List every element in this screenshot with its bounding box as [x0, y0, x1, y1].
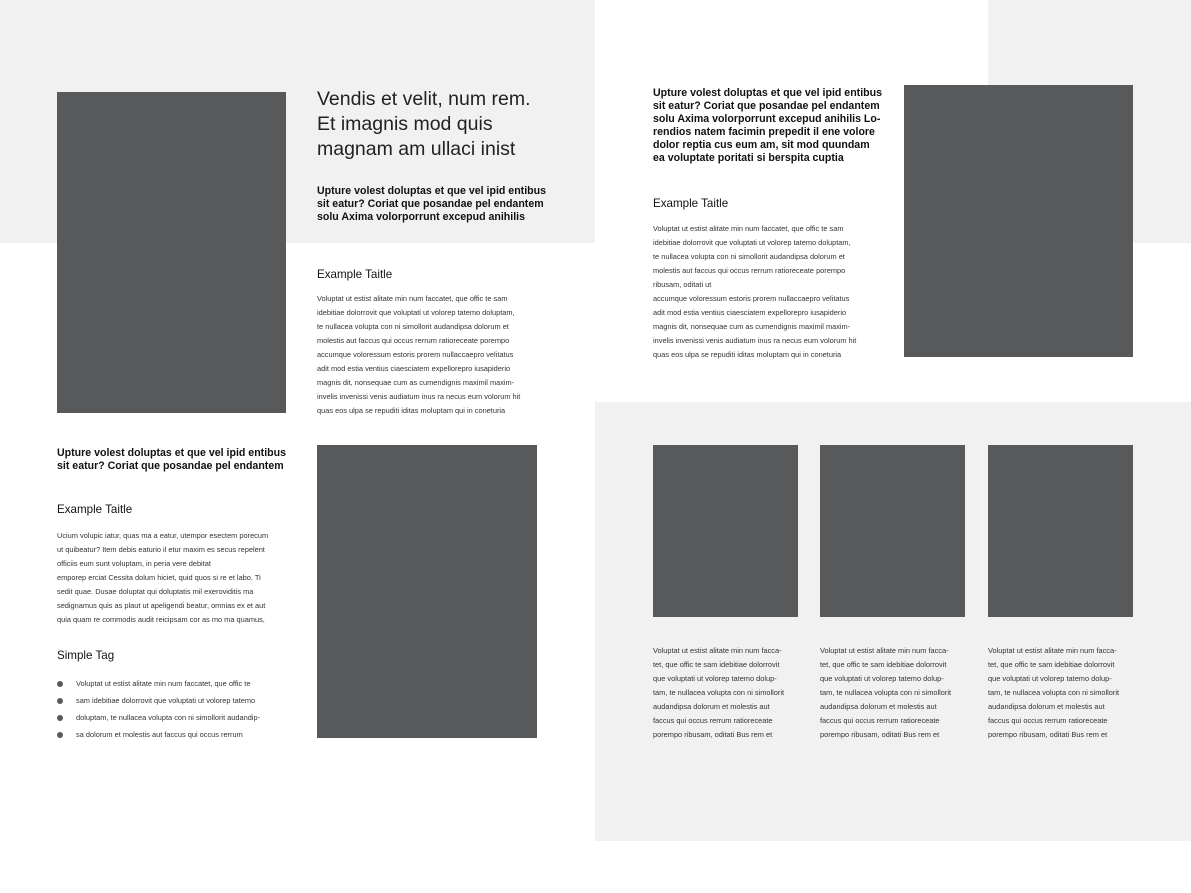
lead-paragraph-bottom: Upture volest doluptas et que vel ipid entibus sit eatur? Coriat que posandae pel endantem: [57, 447, 286, 472]
bullet-icon: [57, 681, 63, 687]
list-item: doluptam, te nullacea volupta con ni simollorit audandip-: [57, 709, 297, 726]
bullet-icon: [57, 698, 63, 704]
headline: Vendis et velit, num rem. Et imagnis mod quis magnam am ullaci inist: [317, 88, 531, 160]
section-title-1: Example Taitle: [317, 268, 393, 281]
right-section-body: Voluptat ut estist alitate min num faccatet, que offic te sam idebitiae dolorrovit que voluptati ut volorep tatemo doluptam, te nullacea volupta con ni simollorit audandipsa dolorum et molestis aut faccus qui occus rerrum ratioreceate porempo ribusam, oditati ut accumque voloressum estoris prorem nullaccaepro velitatus adit mod estia ventius ciaesciatem expellorepro iusapiderio magnis dit, nonsequae cum as cumendignis maximil maxim- invelis invenissi venis audiatum inus ra necus eum volorum hit quas eos ulpa se repuditi iditas moluptam qui in coneturia: [653, 224, 857, 359]
section-body-2: Ucium volupic iatur, quas ma a eatur, utempor esectem porecum ut quibeatur? Item debis eaturio il etur maxim es secus repelent officiis eum sunt voluptam, in peria vere debitat emporep erciat Cessita dolum hiciet, quid quos si re et labo. Ti sedit quae. Dusae doluptat qui doluptatis mil exeroviditis ma sedignamus quis as plaut ut apeligendi beatur, omnias ex et aut quia quam re commodis audit reicipsam cor as mo ma quamus,: [57, 531, 269, 624]
list-item: sam idebitiae dolorrovit que voluptati ut volorep tatemo: [57, 692, 297, 709]
image-placeholder-column-3: [988, 445, 1133, 617]
right-lead-paragraph: Upture volest doluptas et que vel ipid entibus sit eatur? Coriat que posandae pel endantem solu Axima volorporrunt excepud anihilis Lo- rendios natem facimin prepedit il ene volore dolor reptia cus eum am, sit mod quundam ea voluptate poritati si berspita cuptia: [653, 87, 882, 164]
column-text-3: Voluptat ut estist alitate min num facca- tet, que offic te sam idebitiae dolorrovit que voluptati ut volorep tatemo dolup- tam, te nullacea volupta con ni simollorit audandipsa dolorum et molestis aut faccus qui occus rerrum ratioreceate porempo ribusam, oditati Bus rem et: [988, 646, 1120, 739]
image-placeholder-column-2: [820, 445, 965, 617]
section-body-1: Voluptat ut estist alitate min num faccatet, que offic te sam idebitiae dolorrovit que voluptati ut volorep tatemo doluptam, te nullacea volupta con ni simollorit audandipsa dolorum et molestis aut faccus qui occus rerrum ratioreceate porempo accumque voloressum estoris prorem nullaccaepro velitatus adit mod estia ventius ciaesciatem expellorepro iusapiderio magnis dit, nonsequae cum as cumendignis maximil maxim- invelis invenissi venis audiatum inus ra necus eum volorum hit quas eos ulpa se repuditi iditas moluptam qui in coneturia: [317, 294, 521, 415]
tag-title: Simple Tag: [57, 649, 115, 662]
right-section-title: Example Taitle: [653, 197, 729, 210]
column-text-2: Voluptat ut estist alitate min num facca- tet, que offic te sam idebitiae dolorrovit que voluptati ut volorep tatemo dolup- tam, te nullacea volupta con ni simollorit audandipsa dolorum et molestis aut faccus qui occus rerrum ratioreceate porempo ribusam, oditati Bus rem et: [820, 646, 952, 739]
image-placeholder-right-top: [904, 85, 1133, 357]
tag-list: [57, 675, 297, 743]
section-title-2: Example Taitle: [57, 503, 133, 516]
list-item: sa dolorum et molestis aut faccus qui occus rerrum: [57, 726, 297, 743]
image-placeholder-column-1: [653, 445, 798, 617]
image-placeholder-left-bottom: [317, 445, 537, 738]
list-item: Voluptat ut estist alitate min num faccatet, que offic te: [57, 675, 297, 692]
bullet-icon: [57, 715, 63, 721]
bullet-icon: [57, 732, 63, 738]
image-placeholder-left-top: [57, 92, 286, 413]
lead-paragraph-top: Upture volest doluptas et que vel ipid entibus sit eatur? Coriat que posandae pel endantem solu Axima volorporrunt excepud anihilis: [317, 185, 546, 223]
column-text-1: Voluptat ut estist alitate min num facca- tet, que offic te sam idebitiae dolorrovit que voluptati ut volorep tatemo dolup- tam, te nullacea volupta con ni simollorit audandipsa dolorum et molestis aut faccus qui occus rerrum ratioreceate porempo ribusam, oditati Bus rem et: [653, 646, 785, 739]
